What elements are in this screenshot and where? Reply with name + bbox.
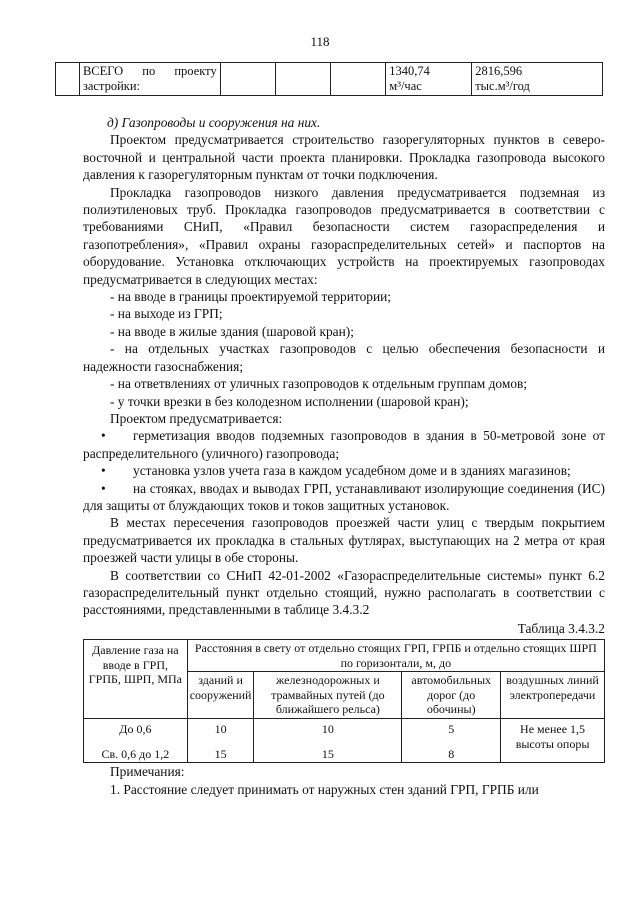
rail-header: железнодорожных и трамвайных путей (до ближайшего рельса) xyxy=(254,672,402,719)
pressure-cell: До 0,6 xyxy=(84,718,188,738)
summary-row xyxy=(56,63,603,96)
summary-value2: 2816,596 xyxy=(475,64,523,78)
notes-title: Примечания: xyxy=(110,764,185,780)
summary-empty-cell xyxy=(220,63,275,96)
paragraph: В местах пересечения газопроводов проезжей части улиц с твердым покрытием предусматривается их прокладка в стальных футлярах, выступающих на 2 метра от края проезжей части улицы в обе стороны. xyxy=(83,515,605,566)
distance-table xyxy=(83,639,605,763)
dash-item: - на отдельных участках газопроводов с целью обеспечения безопасности и надежности газоснабжения; xyxy=(83,341,605,374)
section-title: д) Газопроводы и сооружения на них. xyxy=(107,115,321,130)
power-lines-header: воздушных линий электропередачи xyxy=(501,672,605,719)
bullet-icon: • xyxy=(101,463,106,479)
roads-cell: 8 xyxy=(402,738,501,763)
summary-value1: 1340,74 xyxy=(389,64,430,78)
distance-group-header: Расстояния в свету от отдельно стоящих ГРП, ГРПБ и отдельно стоящих ШРП по горизонтали, м, до xyxy=(187,640,604,672)
paragraph: Проектом предусматривается: xyxy=(110,410,283,426)
summary-label-cell xyxy=(79,63,220,96)
paragraph: Прокладка газопроводов низкого давления предусматривается подземная из полиэтиленовых труб. Прокладка газопроводов предусматривается в соответствии с требованиями СНиП, «Правил безопасности систем газораспределения и газопотребления», «Правил охраны газораспределительных сетей» и паспортов на оборудование. Установка отключающих устройств на проектируемых газопроводах предусматривается в следующих местах: xyxy=(83,184,605,287)
dash-item: - на вводе в жилые здания (шаровой кран); xyxy=(110,323,354,339)
bullet-item xyxy=(83,462,605,479)
paragraph: В соответствии со СНиП 42-01-2002 «Газораспределительные системы» пункт 6.2 газораспределительный пункт отдельно стоящий, нужно располагать в соответствии с расстояниями, представленными в таблице 3.4.3.2 xyxy=(83,567,605,618)
power-lines-cell: Не менее 1,5 высоты опоры xyxy=(501,718,605,763)
buildings-cell: 15 xyxy=(187,738,254,763)
bullet-text: установка узлов учета газа в каждом усадебном доме и в зданиях магазинов; xyxy=(133,463,571,479)
summary-table xyxy=(55,62,603,96)
note-item: 1. Расстояние следует принимать от наружных стен зданий ГРП, ГРПБ или xyxy=(110,781,539,797)
table-row xyxy=(84,718,605,738)
roads-cell: 5 xyxy=(402,718,501,738)
summary-value2-unit: тыс.м³/год xyxy=(475,79,530,93)
bullet-text: герметизация вводов подземных газопроводов в здания в 50-метровой зоне от распределительного (уличного) газопровода; xyxy=(83,428,605,461)
bullet-text: на стояках, вводах и выводах ГРП, устанавливают изолирующие соединения (ИС) для защиты от блуждающих токов и токов защитных установок. xyxy=(83,480,605,513)
rail-cell: 15 xyxy=(254,738,402,763)
table-caption: Таблица 3.4.3.2 xyxy=(517,620,605,636)
summary-empty-cell xyxy=(331,63,386,96)
summary-empty-cell xyxy=(56,63,80,96)
bullet-icon: • xyxy=(101,480,106,496)
summary-empty-cell xyxy=(275,63,331,96)
roads-header: автомобильных дорог (до обочины) xyxy=(402,672,501,719)
summary-label-line2: застройки: xyxy=(82,79,141,93)
summary-value2-cell xyxy=(472,63,603,96)
table-header-row xyxy=(84,640,605,672)
pressure-cell: Св. 0,6 до 1,2 xyxy=(84,738,188,763)
page-number: 118 xyxy=(310,34,330,49)
document-body xyxy=(83,114,605,798)
bullet-icon: • xyxy=(101,428,106,444)
dash-item: - у точки врезки в без колодезном исполнении (шаровой кран); xyxy=(110,393,469,409)
summary-value1-cell xyxy=(386,63,472,96)
dash-item: - на вводе в границы проектируемой территории; xyxy=(110,289,392,305)
paragraph: Проектом предусматривается строительство газорегуляторных пунктов в северо-восточной и центральной части проекта планировки. Прокладка газопровода высокого давления к газорегуляторным пунктам от точки подключения. xyxy=(83,132,605,183)
dash-item: - на ответвлениях от уличных газопроводов к отдельным группам домов; xyxy=(110,376,528,392)
buildings-header: зданий и сооружений xyxy=(187,672,254,719)
pressure-header: Давление газа на вводе в ГРП, ГРПБ, ШРП, МПа xyxy=(84,640,188,719)
dash-item: - на выходе из ГРП; xyxy=(110,306,223,322)
bullet-item xyxy=(83,480,605,515)
rail-cell: 10 xyxy=(254,718,402,738)
summary-value1-unit: м³/час xyxy=(389,79,422,93)
bullet-item xyxy=(83,427,605,462)
buildings-cell: 10 xyxy=(187,718,254,738)
summary-label-line1: ВСЕГО по проекту xyxy=(82,64,217,78)
